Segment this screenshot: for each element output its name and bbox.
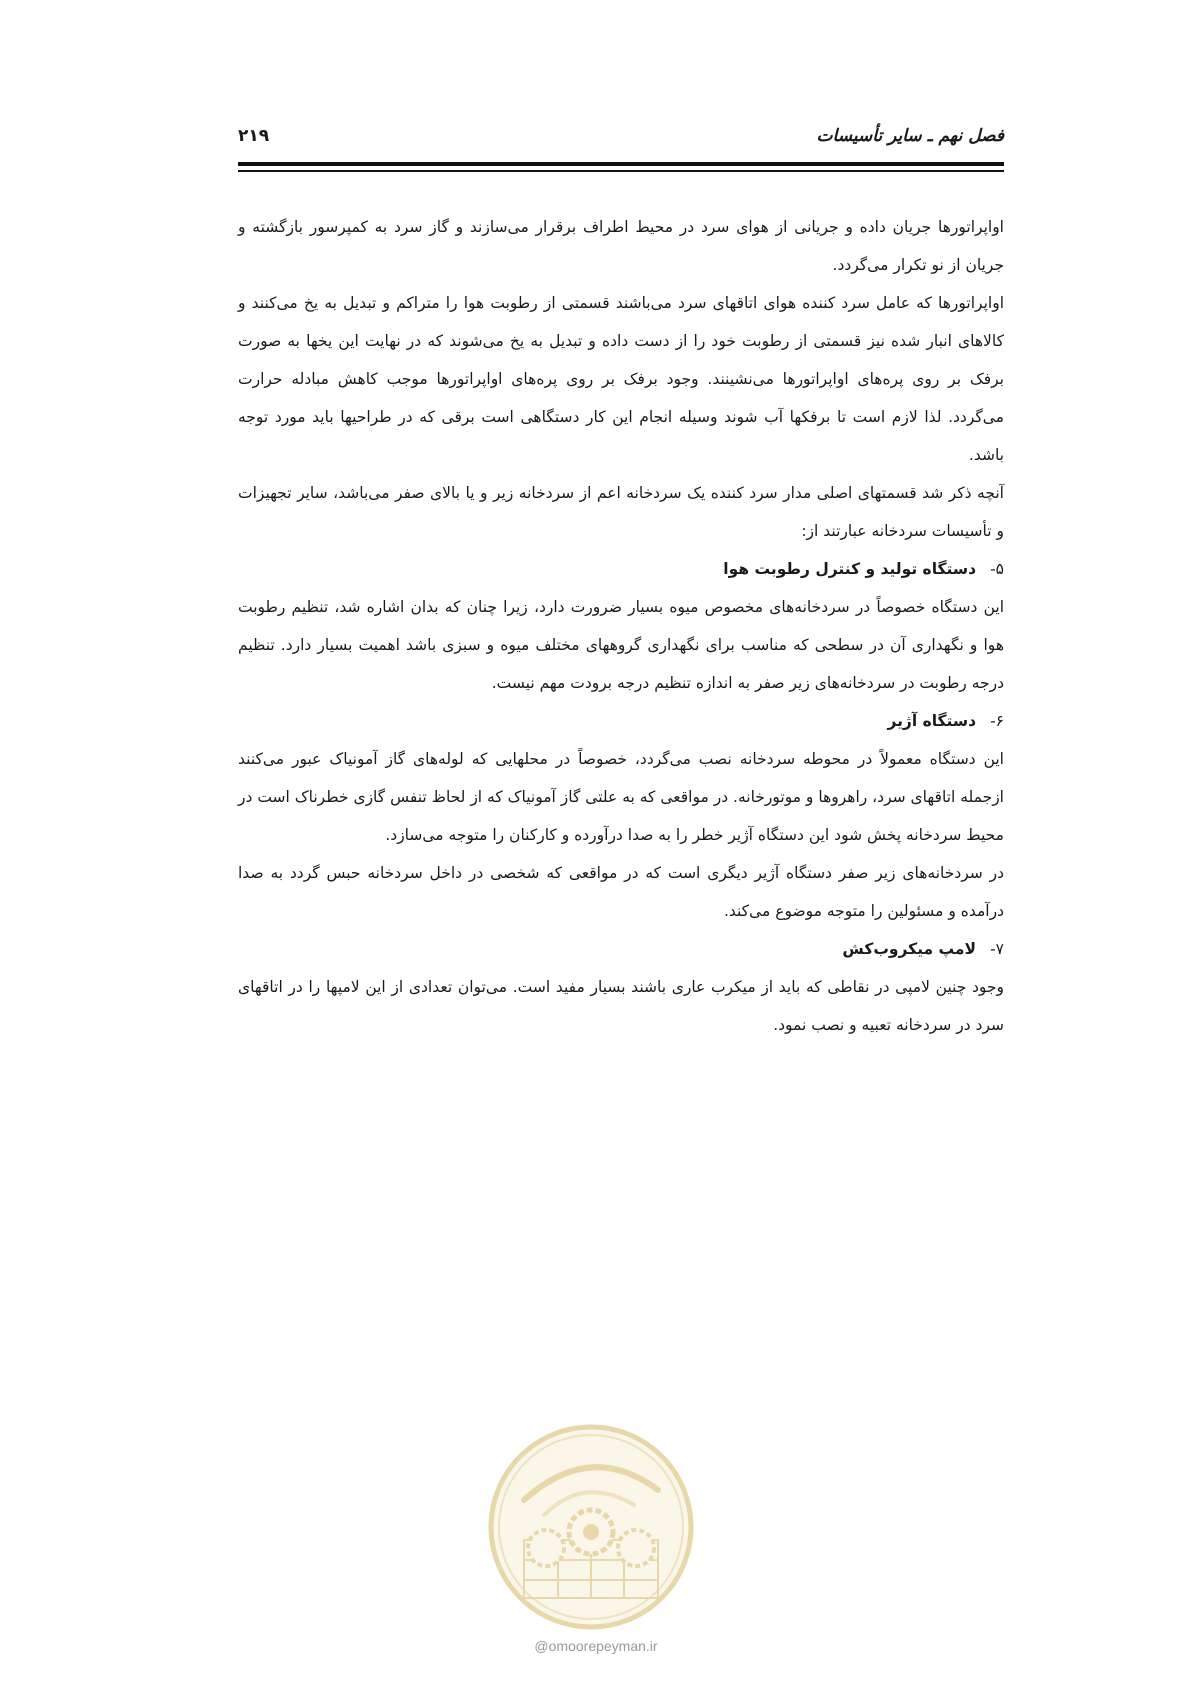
section-title: دستگاه آژیر [887, 712, 977, 730]
watermark-logo [484, 1420, 698, 1634]
section-heading [238, 702, 1004, 740]
section-number: ۶- [990, 712, 1004, 730]
section-number: ۵- [990, 560, 1004, 578]
section-heading [238, 550, 1004, 588]
paragraph: وجود چنین لامپی در نقاطی که باید از میکرب عاری باشند بسیار مفید است. می‌توان تعدادی از این لامپها را در اتاقهای سرد در سردخانه تعبیه و نصب نمود. [238, 978, 1004, 1034]
watermark-site-label: @omoorepeyman.ir [534, 1638, 658, 1654]
paragraph: آنچه ذکر شد قسمتهای اصلی مدار سرد کننده یک سردخانه اعم از سردخانه زیر و یا بالای صفر می‌باشد، سایر تجهیزات و تأسیسات سردخانه عبارتند از: [238, 484, 1004, 540]
section-title: لامپ میکروب‌کش [842, 940, 977, 958]
header-rule-thin [238, 170, 1004, 172]
section-heading [238, 930, 1004, 968]
chapter-title: فصل نهم ـ سایر تأسیسات [816, 126, 1004, 146]
paragraph: در سردخانه‌های زیر صفر دستگاه آژیر دیگری است که در مواقعی که شخصی در داخل سردخانه حبس گردد به صدا درآمده و مسئولین را متوجه موضوع می‌کند. [238, 864, 1004, 920]
paragraph: این دستگاه معمولاً در محوطه سردخانه نصب می‌گردد، خصوصاً در محلهایی که لوله‌های گاز آمونیاک عبور می‌کنند ازجمله اتاقهای سرد، راهروها و موتورخانه. در مواقعی که به علتی گاز آمونیاک که از لحاظ تنفس گازی خطرناک است در محیط سردخانه پخش شود این دستگاه آژیر خطر را به صدا درآورده و کارکنان را متوجه می‌سازد. [238, 750, 1004, 844]
paragraph: این دستگاه خصوصاً در سردخانه‌های مخصوص میوه بسیار ضرورت دارد، زیرا چنان که بدان اشاره شد، تنظیم رطوبت هوا و نگهداری آن در سطحی که مناسب برای نگهداری گروههای مختلف میوه و سبزی باشد اهمیت بسیار دارد. تنظیم درجه رطوبت در سردخانه‌های زیر صفر به اندازه تنظیم درجه برودت مهم نیست. [238, 598, 1004, 692]
page-number: ۲۱۹ [238, 126, 270, 146]
paragraph: اواپراتورها جریان داده و جریانی از هوای سرد در محیط اطراف برقرار می‌سازند و گاز سرد به کمپرسور بازگشته و جریان از نو تکرار می‌گردد. [238, 218, 1004, 274]
section-number: ۷- [990, 940, 1004, 958]
running-header [238, 118, 1004, 158]
body-text [238, 208, 1004, 1044]
section-title: دستگاه تولید و کنترل رطوبت هوا [723, 560, 977, 578]
paragraph: اواپراتورها که عامل سرد کننده هوای اتاقهای سرد می‌باشند قسمتی از رطوبت هوا را متراکم و تبدیل به یخ می‌کنند و کالاهای انبار شده نیز قسمتی از رطوبت خود را از دست داده و تبدیل به یخ می‌شوند که در نهایت این یخها به صورت برفک بر روی پره‌های اواپراتورها می‌نشینند. وجود برفک بر روی پره‌های اواپراتورها موجب کاهش مبادله حرارت می‌گردد. لذا لازم است تا برفکها آب شوند وسیله انجام این کار دستگاهی است برقی که در طراحیها باید مورد توجه باشد. [238, 294, 1004, 464]
header-rule-thick [238, 162, 1004, 166]
